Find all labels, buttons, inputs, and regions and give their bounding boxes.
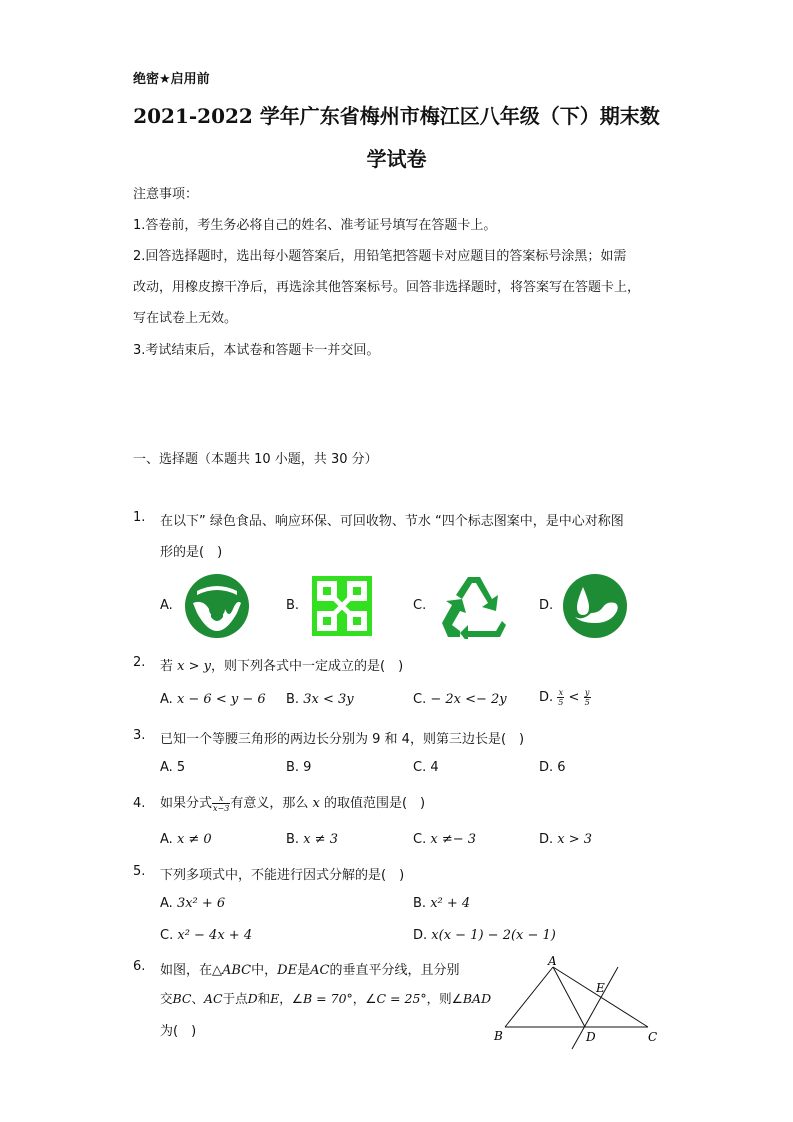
option-label: C. — [413, 832, 427, 847]
fraction: $\frac{y}{5}$ — [584, 688, 590, 707]
option-a — [160, 896, 225, 911]
option-value: x(x − 1) − 2(x − 1) — [431, 928, 556, 943]
option-label: D. — [539, 832, 554, 847]
option-label: C. — [413, 692, 427, 707]
fraction: $\frac{x}{x-3}$ — [213, 794, 230, 813]
notice-heading: 注意事项： — [133, 187, 199, 202]
option-value: x² − 4x + 4 — [177, 928, 253, 943]
notice-item-2-line2: 改动，用橡皮擦干净后，再选涂其他答案标号。回答非选择题时，将答案写在答题卡上， — [133, 280, 641, 295]
option-a: A. 5 — [160, 760, 186, 775]
question-number: 6. — [133, 959, 146, 974]
page-title-line1: 2021-2022 学年广东省梅州市梅江区八年级（下）期末数 — [133, 104, 660, 128]
option-value: x ≠ 3 — [303, 832, 338, 847]
question-6-stem-line2 — [160, 989, 491, 1007]
option-label: B. — [413, 896, 427, 911]
stem-text: ，则下列各式中一定成立的是( ) — [211, 659, 404, 674]
math-expression: BC — [172, 991, 192, 1006]
stem-text: ，∠ — [279, 991, 304, 1006]
math-operator: < — [568, 690, 580, 705]
question-4-stem — [160, 792, 425, 813]
option-value: x − 6 < y − 6 — [176, 692, 266, 707]
option-label: B. — [286, 598, 300, 613]
page-title-line2: 学试卷 — [366, 147, 427, 171]
option-value: x ≠ 0 — [176, 832, 212, 847]
option-d — [539, 832, 592, 847]
option-c: C. 4 — [413, 760, 439, 775]
math-expression: D — [247, 991, 258, 1006]
stem-text: 中， — [251, 963, 278, 978]
stem-text: 于点 — [222, 991, 248, 1006]
option-label: D. — [413, 928, 428, 943]
option-value: x ≠− 3 — [430, 832, 477, 847]
math-expression: AC — [204, 991, 223, 1006]
option-label: D. — [539, 690, 554, 705]
stem-text: 如图，在△ — [160, 963, 222, 978]
option-label: D. — [539, 598, 554, 613]
stem-text: 、 — [191, 991, 205, 1006]
option-value: − 2x <− 2y — [430, 692, 507, 707]
stem-text: ，∠ — [352, 991, 377, 1006]
option-c — [413, 692, 507, 707]
section-heading: 一、选择题（本题共 10 小题，共 30 分） — [133, 452, 378, 467]
side-ac — [553, 967, 648, 1027]
option-value: 3x² + 6 — [176, 896, 226, 911]
point-b-label: B — [494, 1029, 503, 1043]
option-label: C. — [413, 598, 427, 613]
fraction: $\frac{x}{5}$ — [558, 688, 564, 707]
math-expression: C = 25° — [376, 991, 427, 1006]
math-expression: DE — [277, 963, 298, 978]
stem-text: ，则∠ — [426, 991, 463, 1006]
option-a — [160, 692, 266, 707]
stem-text: 有意义，那么 — [230, 796, 309, 811]
question-number: 2. — [133, 655, 146, 670]
math-expression: ABC — [222, 963, 252, 978]
question-3-stem: 已知一个等腰三角形的两边长分别为 9 和 4，则第三边长是( ) — [160, 732, 525, 747]
point-c-label: C — [648, 1030, 658, 1044]
notice-item-2-line3: 写在试卷上无效。 — [133, 311, 238, 326]
option-label: C. — [160, 928, 174, 943]
notice-item-1: 1.答卷前，考生务必将自己的姓名、准考证号填写在答题卡上。 — [133, 218, 497, 233]
stem-text: 交 — [160, 991, 173, 1006]
confidential-label: 绝密★启用前 — [133, 72, 210, 87]
option-c — [160, 928, 252, 943]
question-number: 1. — [133, 510, 146, 525]
point-d-label: D — [586, 1030, 596, 1044]
option-b: B. 9 — [286, 760, 312, 775]
option-value: x² + 4 — [430, 896, 471, 911]
option-label: A. — [160, 692, 173, 707]
question-1-stem-line1: 在以下” 绿色食品、响应环保、可回收物、节水 “四个标志图案中，是中心对称图 — [160, 514, 624, 529]
triangle-figure — [490, 955, 665, 1050]
stem-text: 的取值范围是( ) — [323, 796, 426, 811]
math-expression: AC — [310, 963, 330, 978]
math-expression: BAD — [462, 991, 492, 1006]
side-ab — [505, 967, 553, 1027]
option-b — [286, 832, 338, 847]
math-variable: x — [312, 796, 320, 811]
point-e-label: E — [596, 981, 605, 995]
stem-text: 和 — [257, 991, 271, 1006]
stem-text: 若 — [160, 659, 174, 674]
option-d: D. 6 — [539, 760, 566, 775]
question-5-stem: 下列多项式中，不能进行因式分解的是( ) — [160, 868, 405, 883]
recycling-logo-icon — [438, 573, 510, 639]
water-saving-logo-icon — [561, 573, 629, 639]
option-value: 3x < 3y — [303, 692, 354, 707]
option-label: B. — [286, 832, 300, 847]
question-number: 4. — [133, 796, 146, 811]
question-2-stem — [160, 655, 403, 674]
question-1-stem-line2: 形的是( ) — [160, 545, 223, 560]
question-6-stem-line1 — [160, 959, 459, 978]
option-a — [160, 832, 212, 847]
stem-text: 的垂直平分线，且分别 — [329, 963, 460, 978]
option-label: A. — [160, 598, 173, 613]
option-label: A. — [160, 832, 173, 847]
option-c — [413, 832, 476, 847]
math-expression: E — [270, 991, 280, 1006]
option-d — [413, 928, 556, 943]
option-value: x > 3 — [557, 832, 593, 847]
notice-item-2-line1: 2.回答选择题时，选出每小题答案后，用铅笔把答题卡对应题目的答案标号涂黑；如需 — [133, 249, 627, 264]
math-expression: x > y — [177, 659, 211, 674]
notice-item-3: 3.考试结束后，本试卷和答题卡一并交回。 — [133, 343, 380, 358]
environmental-protection-logo-icon — [312, 576, 372, 636]
segment-ad — [553, 967, 585, 1027]
point-a-label: A — [548, 955, 557, 968]
question-number: 3. — [133, 728, 146, 743]
option-label: B. — [286, 692, 300, 707]
option-d — [539, 688, 591, 707]
question-6-stem-line3: 为( ) — [160, 1024, 197, 1039]
option-b — [286, 692, 354, 707]
question-number: 5. — [133, 864, 146, 879]
math-expression: B = 70° — [303, 991, 353, 1006]
stem-text: 如果分式 — [160, 796, 213, 811]
green-food-logo-icon — [183, 573, 251, 639]
stem-text: 是 — [297, 963, 311, 978]
option-label: A. — [160, 896, 173, 911]
option-b — [413, 896, 470, 911]
